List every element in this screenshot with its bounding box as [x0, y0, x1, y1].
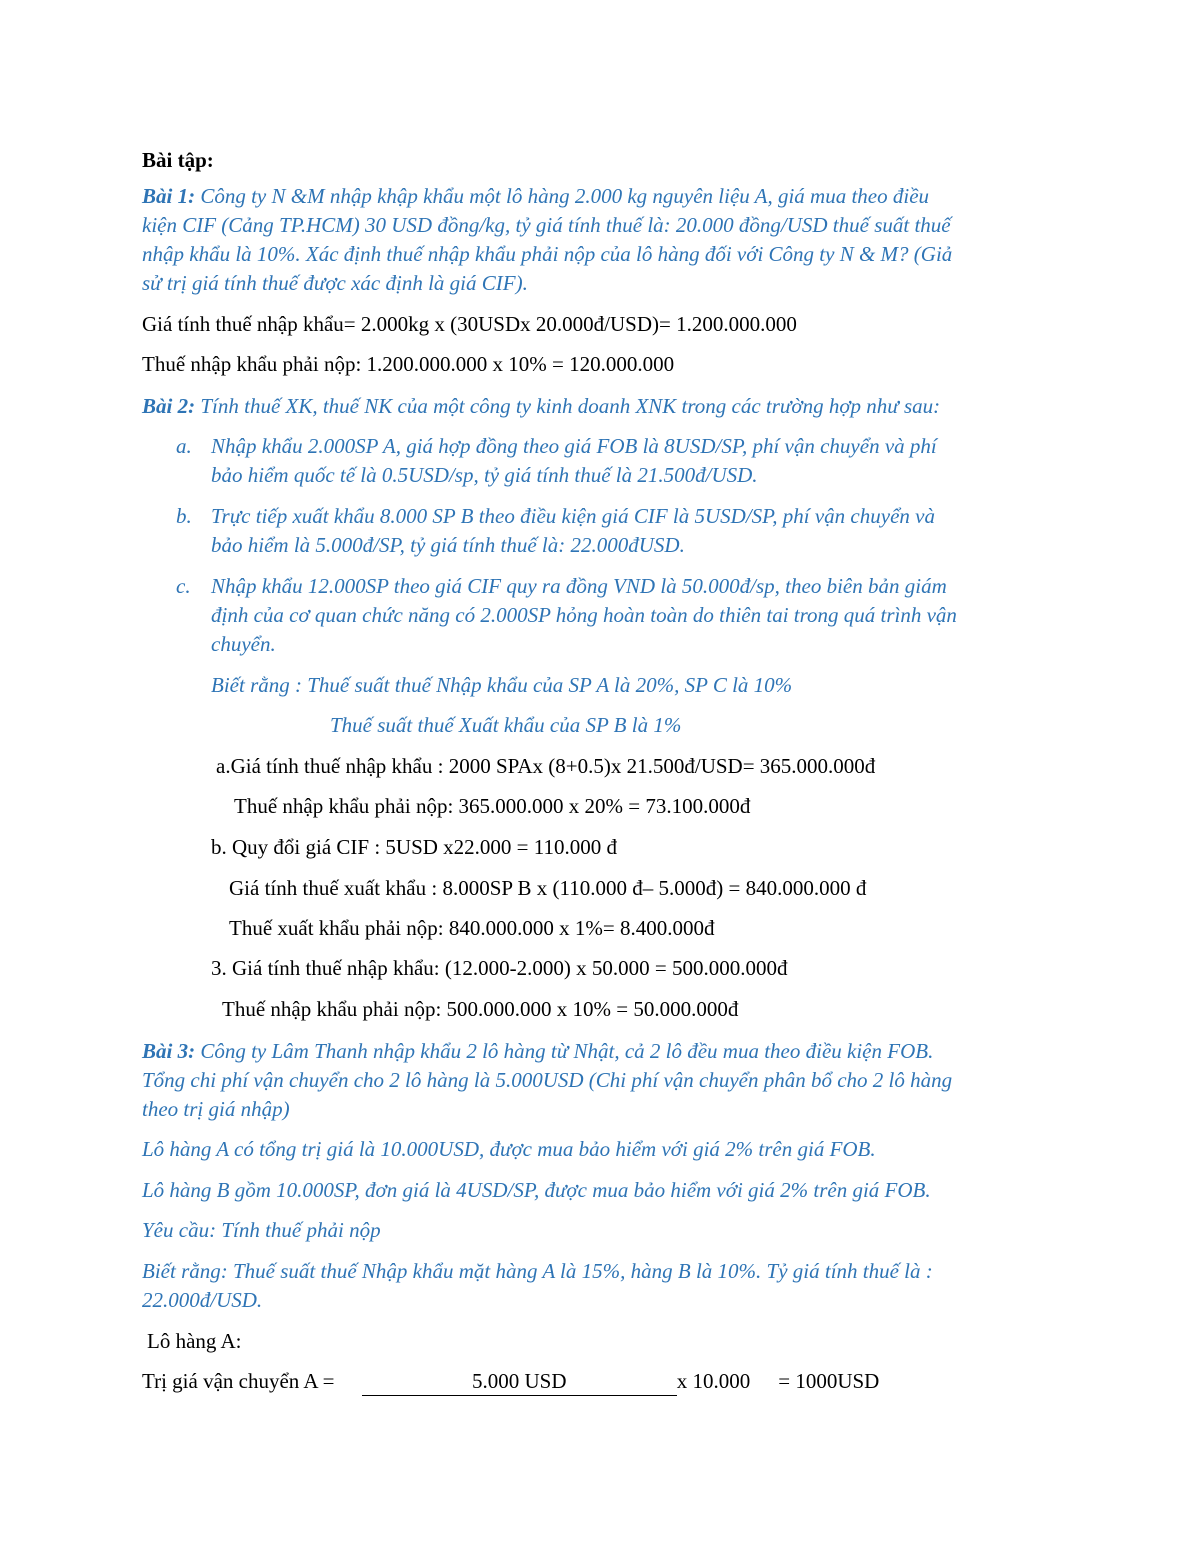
bai2-solution-c2: Thuế nhập khẩu phải nộp: 500.000.000 x 10% = 50.000.000đ: [222, 997, 739, 1021]
bai3-line7: Biết rằng: Thuế suất thuế Nhập khẩu mặt hàng A là 15%, hàng B là 10%. Tỷ giá tính thuế là :: [142, 1259, 933, 1283]
bai3-line8: 22.000đ/USD.: [142, 1288, 263, 1312]
bai2-solution-a2: Thuế nhập khẩu phải nộp: 365.000.000 x 20% = 73.100.000đ: [234, 794, 751, 818]
bai2-b-marker: b.: [176, 504, 192, 528]
bai2-intro-text: Tính thuế XK, thuế NK của một công ty kinh doanh XNK trong các trường hợp như sau:: [195, 394, 941, 418]
bai2-c-marker: c.: [176, 574, 191, 598]
bai3-text1: Công ty Lâm Thanh nhập khẩu 2 lô hàng từ Nhật, cả 2 lô đều mua theo điều kiện FOB.: [195, 1039, 934, 1063]
bai3-line4: Lô hàng A có tổng trị giá là 10.000USD, được mua bảo hiểm với giá 2% trên giá FOB.: [142, 1137, 876, 1161]
bai2-b-line2: bảo hiểm là 5.000đ/SP, tỷ giá tính thuế là: 22.000đUSD.: [211, 533, 685, 557]
bai2-solution-b2: Giá tính thuế xuất khẩu : 8.000SP B x (110.000 đ– 5.000đ) = 840.000.000 đ: [229, 876, 867, 900]
bai2-note1: Biết rằng : Thuế suất thuế Nhập khẩu của SP A là 20%, SP C là 10%: [211, 673, 793, 697]
bai2-c-line3: chuyển.: [211, 632, 276, 656]
bai3-line1: [142, 1037, 933, 1065]
bai2-solution-a1: a.Giá tính thuế nhập khẩu : 2000 SPAx (8+0.5)x 21.500đ/USD= 365.000.000đ: [216, 754, 876, 778]
heading: Bài tập:: [142, 148, 214, 172]
bai1-line4: sử trị giá tính thuế được xác định là giá CIF).: [142, 271, 528, 295]
freight-result: = 1000USD: [778, 1369, 880, 1393]
bai1-line1: [142, 182, 929, 210]
bai2-intro: [142, 392, 940, 420]
bai3-line5: Lô hàng B gồm 10.000SP, đơn giá là 4USD/SP, được mua bảo hiểm với giá 2% trên giá FOB.: [142, 1178, 931, 1202]
bai1-line3: nhập khẩu là 10%. Xác định thuế nhập khẩu phải nộp của lô hàng đối với Công ty N & M? (Giả: [142, 242, 953, 266]
bai1-label: Bài 1:: [142, 184, 196, 208]
freight-formula: [142, 1367, 879, 1396]
bai1-text1: Công ty N &M nhập khập khẩu một lô hàng 2.000 kg nguyên liệu A, giá mua theo điều: [195, 184, 930, 208]
bai2-c-line2: định của cơ quan chức năng có 2.000SP hỏng hoàn toàn do thiên tai trong quá trình vận: [211, 603, 957, 627]
bai1-answer1: Giá tính thuế nhập khẩu= 2.000kg x (30USDx 20.000đ/USD)= 1.200.000.000: [142, 312, 797, 336]
bai2-solution-b1: b. Quy đổi giá CIF : 5USD x22.000 = 110.000 đ: [211, 835, 617, 859]
bai3-line2: Tổng chi phí vận chuyển cho 2 lô hàng là 5.000USD (Chi phí vận chuyển phân bổ cho 2 lô hàng: [142, 1068, 953, 1092]
bai3-line6: Yêu cầu: Tính thuế phải nộp: [142, 1218, 381, 1242]
bai2-solution-b3: Thuế xuất khẩu phải nộp: 840.000.000 x 1%= 8.400.000đ: [229, 916, 715, 940]
bai2-a-line1: Nhập khẩu 2.000SP A, giá hợp đồng theo giá FOB là 8USD/SP, phí vận chuyển và phí: [211, 434, 937, 458]
freight-multiplier: x 10.000: [676, 1369, 751, 1393]
freight-label: Trị giá vận chuyển A =: [142, 1369, 340, 1393]
bai2-solution-c1: 3. Giá tính thuế nhập khẩu: (12.000-2.000) x 50.000 = 500.000.000đ: [211, 956, 788, 980]
bai1-answer2: Thuế nhập khẩu phải nộp: 1.200.000.000 x 10% = 120.000.000: [142, 352, 675, 376]
bai2-b-line1: Trực tiếp xuất khẩu 8.000 SP B theo điều kiện giá CIF là 5USD/SP, phí vận chuyển và: [211, 504, 935, 528]
bai2-note2: Thuế suất thuế Xuất khẩu của SP B là 1%: [330, 713, 682, 737]
bai3-label: Bài 3:: [142, 1039, 196, 1063]
bai2-label: Bài 2:: [142, 394, 196, 418]
bai2-c-line1: Nhập khẩu 12.000SP theo giá CIF quy ra đồng VND là 50.000đ/sp, theo biên bản giám: [211, 574, 947, 598]
bai2-a-line2: bảo hiểm quốc tế là 0.5USD/sp, tỷ giá tính thuế là 21.500đ/USD.: [211, 463, 758, 487]
bai3-line3: theo trị giá nhập): [142, 1097, 290, 1121]
lo-hang-a-label: Lô hàng A:: [147, 1329, 242, 1353]
bai1-line2: kiện CIF (Cảng TP.HCM) 30 USD đồng/kg, tỷ giá tính thuế là: 20.000 đồng/USD thuế suất thuế: [142, 213, 951, 237]
bai2-a-marker: a.: [176, 434, 192, 458]
freight-numerator: 5.000 USD: [362, 1367, 677, 1396]
